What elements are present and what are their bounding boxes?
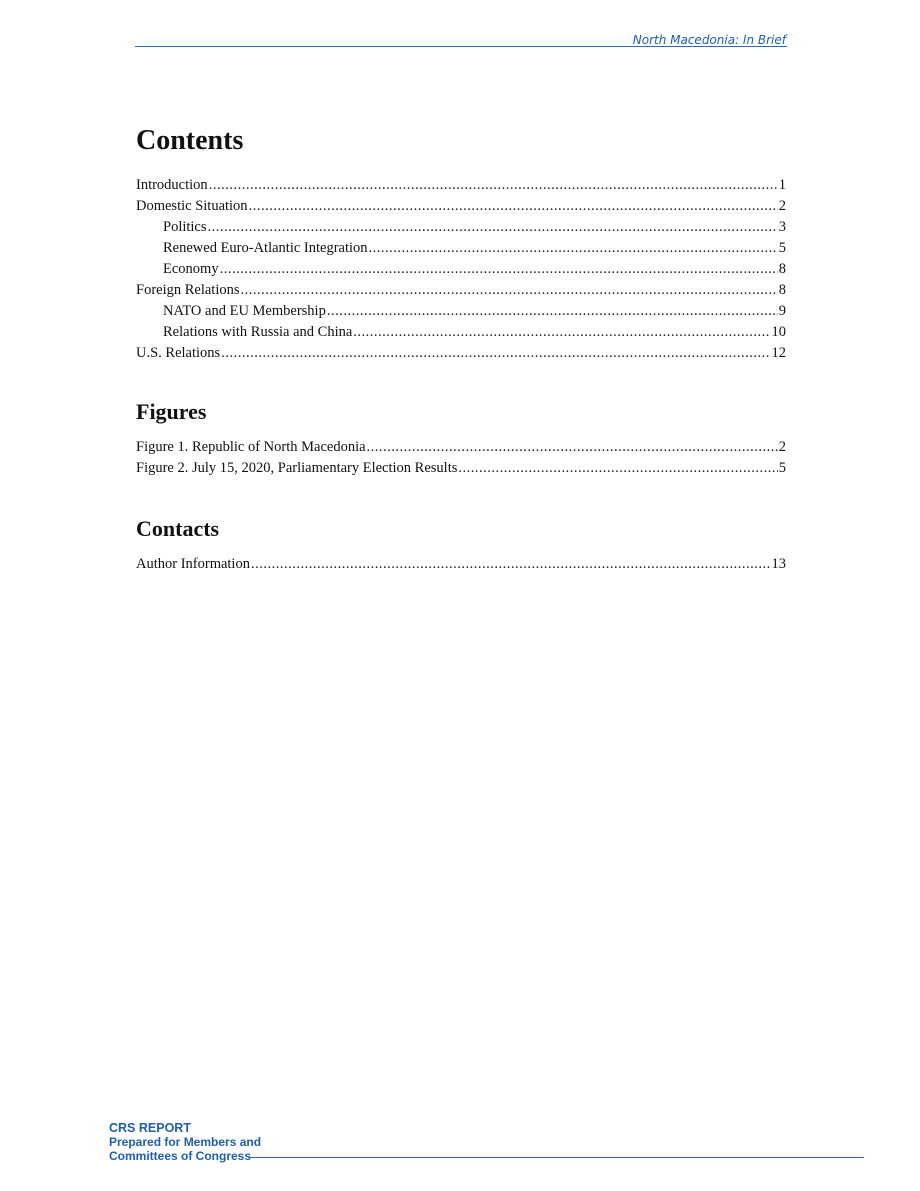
toc-entry-label: Foreign Relations bbox=[136, 282, 240, 298]
toc-entry-us-relations[interactable] bbox=[136, 343, 786, 364]
toc-entry-page: 1 bbox=[778, 177, 786, 193]
dot-leader bbox=[353, 322, 770, 343]
toc-entry-page: 8 bbox=[778, 261, 786, 277]
toc-entry-label: Figure 1. Republic of North Macedonia bbox=[136, 439, 366, 455]
toc-entry-page: 8 bbox=[778, 282, 786, 298]
toc-entry-relations-with-russia-and-china[interactable] bbox=[136, 322, 786, 343]
dot-leader bbox=[221, 343, 770, 364]
toc-entry-page: 10 bbox=[771, 324, 786, 340]
toc-entry-page: 3 bbox=[778, 219, 786, 235]
toc-entry-author-information[interactable] bbox=[136, 554, 786, 575]
toc-entry-figure-2[interactable] bbox=[136, 458, 786, 479]
dot-leader bbox=[251, 554, 771, 575]
toc-entry-label: Introduction bbox=[136, 177, 208, 193]
toc-entry-label: Politics bbox=[163, 219, 207, 235]
toc-entry-foreign-relations[interactable] bbox=[136, 280, 786, 301]
toc-entry-page: 12 bbox=[771, 345, 786, 361]
toc-entry-page: 13 bbox=[771, 556, 786, 572]
footer-logo-line1: CRS REPORT bbox=[109, 1121, 191, 1135]
dot-leader bbox=[220, 259, 778, 280]
contacts-list bbox=[136, 554, 786, 575]
toc-entry-figure-1[interactable] bbox=[136, 437, 786, 458]
dot-leader bbox=[241, 280, 778, 301]
dot-leader bbox=[327, 301, 778, 322]
toc-entry-page: 5 bbox=[778, 460, 786, 476]
toc-entry-label: Author Information bbox=[136, 556, 250, 572]
toc-entry-economy[interactable] bbox=[136, 259, 786, 280]
crs-report-logo bbox=[109, 1121, 261, 1163]
dot-leader bbox=[208, 217, 778, 238]
header-rule bbox=[135, 46, 787, 47]
figures-list bbox=[136, 437, 786, 479]
toc-entry-politics[interactable] bbox=[136, 217, 786, 238]
toc-entry-label: NATO and EU Membership bbox=[163, 303, 326, 319]
toc-entry-label: Renewed Euro-Atlantic Integration bbox=[163, 240, 368, 256]
toc-entry-renewed-euro-atlantic-integration[interactable] bbox=[136, 238, 786, 259]
contents-list bbox=[136, 175, 786, 364]
toc-entry-page: 2 bbox=[778, 439, 786, 455]
dot-leader bbox=[209, 175, 778, 196]
toc-entry-label: Figure 2. July 15, 2020, Parliamentary Election Results bbox=[136, 460, 458, 476]
footer-logo-line2: Prepared for Members and bbox=[109, 1135, 262, 1149]
toc-entry-page: 9 bbox=[778, 303, 786, 319]
toc-entry-nato-and-eu-membership[interactable] bbox=[136, 301, 786, 322]
toc-entry-page: 5 bbox=[778, 240, 786, 256]
dot-leader bbox=[369, 238, 778, 259]
footer-logo-line3: Committees of Congress bbox=[109, 1149, 252, 1163]
toc-entry-page: 2 bbox=[778, 198, 786, 214]
footer-rule bbox=[248, 1157, 864, 1158]
toc-entry-domestic-situation[interactable] bbox=[136, 196, 786, 217]
dot-leader bbox=[458, 458, 777, 479]
contents-heading: Contents bbox=[136, 125, 244, 156]
toc-entry-label: Relations with Russia and China bbox=[163, 324, 353, 340]
toc-entry-label: Domestic Situation bbox=[136, 198, 248, 214]
dot-leader bbox=[249, 196, 778, 217]
running-header-title: North Macedonia: In Brief bbox=[632, 33, 786, 47]
toc-entry-label: Economy bbox=[163, 261, 219, 277]
dot-leader bbox=[367, 437, 778, 458]
toc-entry-label: U.S. Relations bbox=[136, 345, 221, 361]
toc-entry-introduction[interactable] bbox=[136, 175, 786, 196]
contacts-heading: Contacts bbox=[136, 516, 220, 541]
figures-heading: Figures bbox=[136, 399, 207, 424]
